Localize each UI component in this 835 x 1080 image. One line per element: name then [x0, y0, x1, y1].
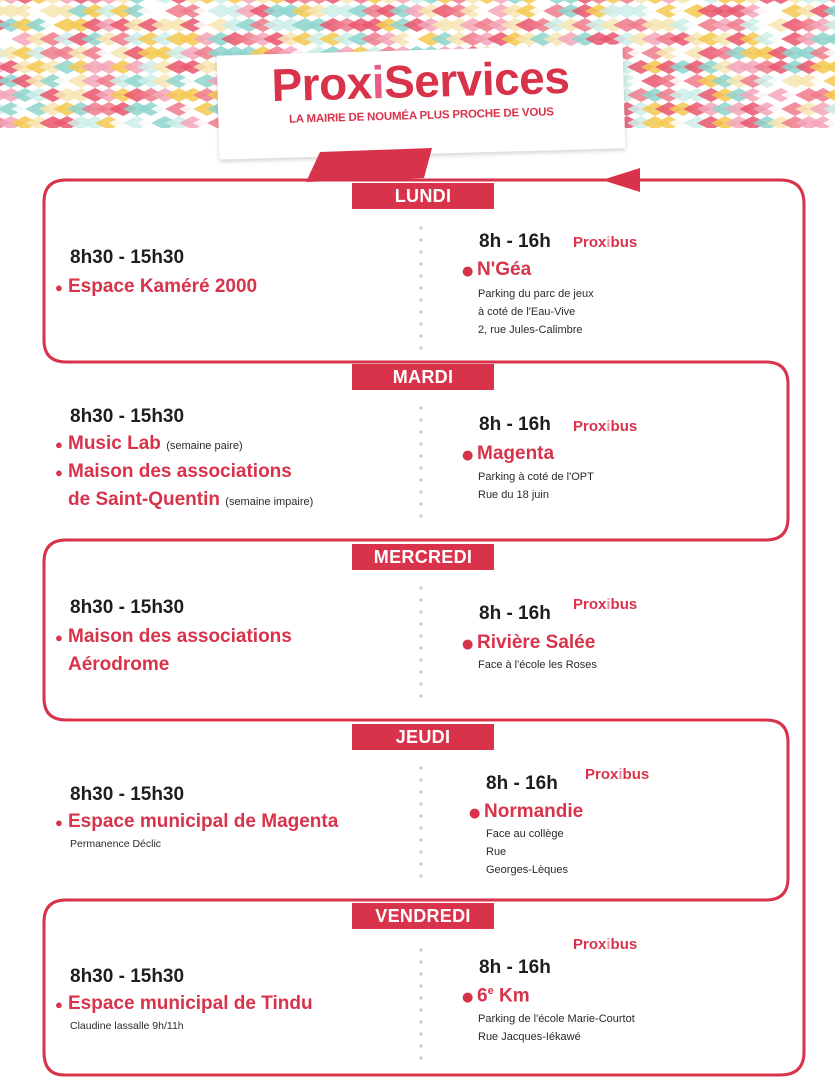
lundi-right-time: 8h - 16h [479, 231, 551, 252]
mardi-right-address-2: Rue du 18 juin [478, 489, 549, 501]
mercredi-proxibus-label: Proxibus [573, 596, 638, 613]
bullet-icon: ● [462, 448, 474, 463]
mardi-right-place: Magenta [477, 443, 555, 464]
bullet-icon: ● [55, 630, 63, 645]
mercredi-right-place: Rivière Salée [477, 632, 596, 653]
bullet-icon: ● [55, 465, 63, 480]
bullet-icon: ● [469, 806, 481, 821]
jeudi-left-place: ● Espace municipal de Magenta [55, 811, 339, 832]
vendredi-left-place: ● Espace municipal de Tindu [55, 993, 313, 1014]
mardi-left-place-3: de Saint-Quentin (semaine impaire) [68, 489, 314, 510]
bullet-icon: ● [462, 264, 474, 279]
lundi-proxibus-label: Proxibus [573, 234, 638, 251]
vendredi-right-address-1: Parking de l'école Marie-Courtot [478, 1013, 635, 1025]
lundi-right-address-3: 2, rue Jules-Calimbre [478, 324, 583, 336]
mardi-proxibus-label: Proxibus [573, 418, 638, 435]
lundi-left-time: 8h30 - 15h30 [70, 247, 185, 268]
day-header-mardi: MARDI [352, 364, 494, 390]
jeudi-right-address-2: Rue [486, 846, 507, 858]
mercredi-left-time: 8h30 - 15h30 [70, 597, 185, 618]
mardi-left-place-1: ● Music Lab (semaine paire) [55, 433, 243, 454]
jeudi-right-time: 8h - 16h [486, 773, 558, 794]
vendredi-right-address-2: Rue Jacques-Iékawé [478, 1031, 581, 1043]
lundi-right-place: N'Géa [477, 259, 532, 280]
vendredi-left-sub: Claudine lassalle 9h/11h [70, 1020, 184, 1032]
brand-title: ProxiServices [270, 50, 570, 112]
vendredi-right-time: 8h - 16h [479, 957, 551, 978]
mardi-right-address-1: Parking à coté de l'OPT [478, 471, 594, 483]
lundi-left-place: ● Espace Kaméré 2000 [55, 276, 258, 297]
vendredi-proxibus-label: Proxibus [573, 936, 638, 953]
jeudi-left-sub: Permanence Déclic [70, 838, 162, 850]
mardi-left-place-2: ● Maison des associations [55, 461, 292, 482]
bullet-icon: ● [462, 637, 474, 652]
bullet-icon: ● [462, 990, 474, 1005]
mercredi-right-time: 8h - 16h [479, 603, 551, 624]
jeudi-left-time: 8h30 - 15h30 [70, 784, 185, 805]
bullet-icon: ● [55, 997, 63, 1012]
mardi-right-time: 8h - 16h [479, 414, 551, 435]
bullet-icon: ● [55, 280, 63, 295]
day-header-lundi: LUNDI [352, 183, 494, 209]
jeudi-right-place: Normandie [484, 801, 584, 822]
mercredi-left-place-2: Aérodrome [68, 654, 170, 675]
route-arrow-icon [602, 168, 640, 192]
day-header-jeudi: JEUDI [352, 724, 494, 750]
mardi-left-time: 8h30 - 15h30 [70, 406, 185, 427]
vendredi-right-place: 6e Km [477, 985, 530, 1007]
lundi-right-address-1: Parking du parc de jeux [478, 288, 594, 300]
jeudi-right-address-1: Face au collège [486, 828, 564, 840]
jeudi-right-address-3: Georges-Lèques [486, 864, 568, 876]
brand-tagline: LA MAIRIE DE NOUMÉA PLUS PROCHE DE VOUS [288, 106, 554, 126]
mercredi-right-address-1: Face à l'école les Roses [478, 659, 597, 671]
day-header-mercredi: MERCREDI [352, 544, 494, 570]
jeudi-proxibus-label: Proxibus [585, 766, 650, 783]
lundi-right-address-2: à coté de l'Eau-Vive [478, 306, 576, 318]
bullet-icon: ● [55, 437, 63, 452]
vendredi-left-time: 8h30 - 15h30 [70, 966, 185, 987]
bullet-icon: ● [55, 815, 63, 830]
day-header-vendredi: VENDREDI [352, 903, 494, 929]
mercredi-left-place-1: ● Maison des associations [55, 626, 292, 647]
